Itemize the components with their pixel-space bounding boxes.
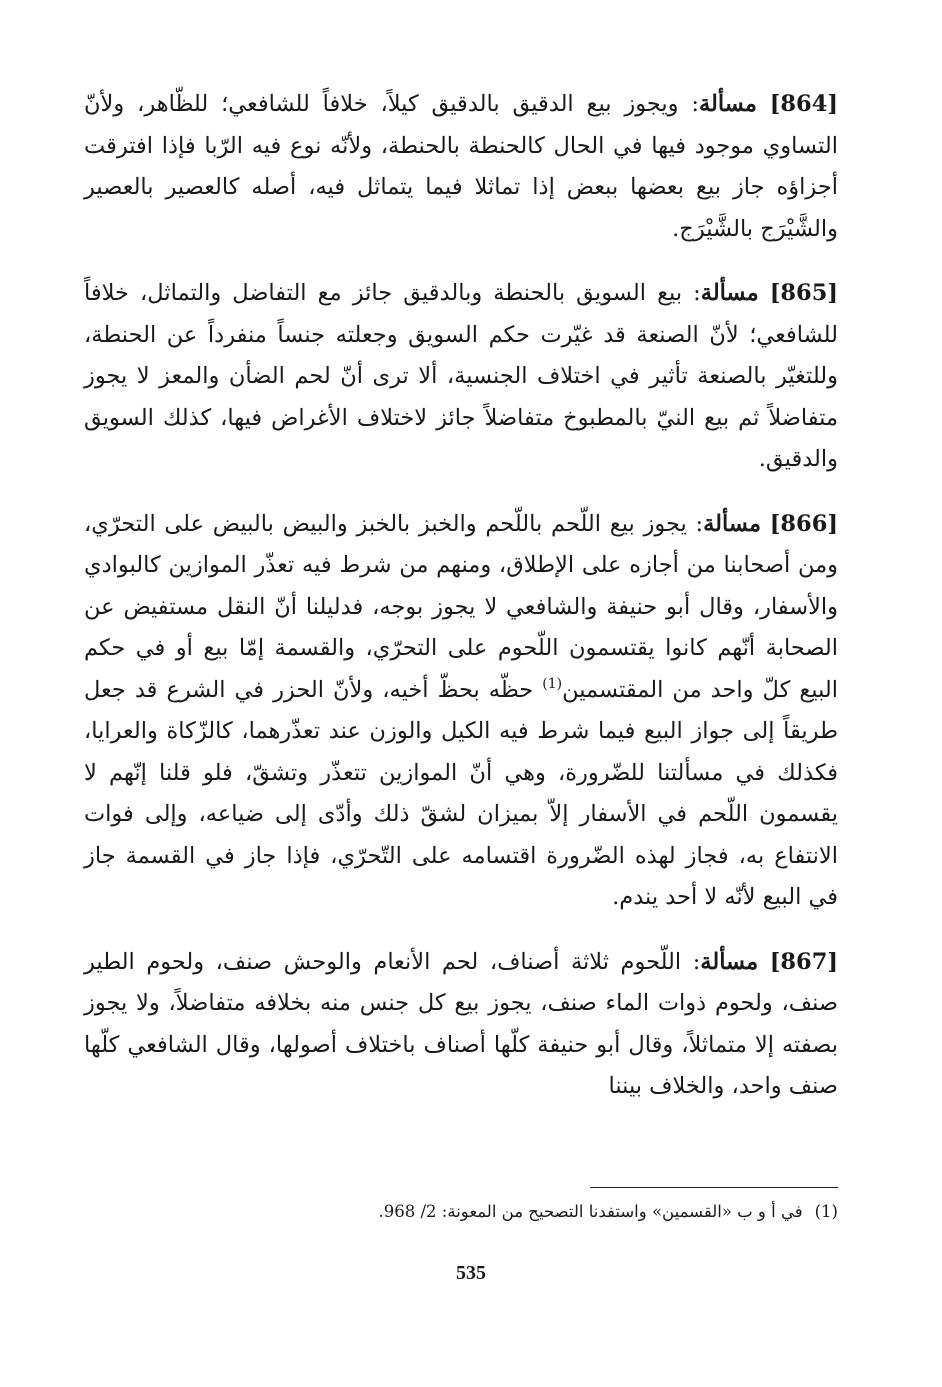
footnote-marker: (1) bbox=[814, 1202, 838, 1221]
main-text bbox=[84, 84, 838, 1108]
issue-number: [866] bbox=[769, 510, 838, 537]
issue-text-continued: حظّه بحظّ أخيه، ولأنّ الحزر في الشرع قد جعل طريقاً إلى جواز البيع فيما شرط فيه الكيل والوزن عند تعذّرهما، كالزّكاة والعرايا، فكذلك في مسألتنا للضّرورة، وهي أنّ الموازين تتعذّر وتشقّ، فلو قلنا إنّهم لا يقسمون اللّحم في الأسفار إلاّ بميزان لشقّ ذلك وأدّى إلى ضياعه، وإلى فوات الانتفاع به، فجاز لهذه الضّرورة اقتسامه على التّحرّي، فإذا جاز في القسمة جاز في البيع لأنّه لا أحد يندم. bbox=[84, 676, 838, 910]
footnote-divider bbox=[590, 1187, 838, 1188]
issue-label: مسألة bbox=[700, 280, 759, 306]
footnote-text: في أ و ب «القسمين» واستفدنا التصحيح من المعونة: 2/ 968. bbox=[378, 1202, 803, 1221]
footnote bbox=[138, 1200, 838, 1224]
issue-text: : بيع السويق بالحنطة وبالدقيق جائز مع التفاضل والتماثل، خلافاً للشافعي؛ لأنّ الصنعة قد غيّرت حكم السويق وجعلته جنساً منفرداً عن الحنطة، وللتغيّر بالصنعة تأثير في اختلاف الجنسية، ألا ترى أنّ لحم الضأن والمعز لا يجوز متفاضلاً ثم بيع النيّ بالمطبوخ متفاضلاً جائز لاختلاف الأغراض فيها، كذلك السويق والدقيق. bbox=[84, 280, 838, 472]
page-number: 535 bbox=[456, 1262, 486, 1284]
issue-text: : ويجوز بيع الدقيق بالدقيق كيلاً، خلافاً للشافعي؛ للظّاهر، ولأنّ التساوي موجود فيها في الحال كالحنطة بالحنطة، ولأنّه نوع فيه الرّبا فإذا افترقت أجزاؤه جاز بيع بعضها ببعض إذا تماثلا فيما يتماثل فيه، أصله كالعصير بالعصير والشَّيْرَج بالشَّيْرَج. bbox=[84, 91, 838, 242]
footnote-reference[interactable]: (1) bbox=[542, 675, 563, 692]
issue-label: مسألة bbox=[703, 510, 761, 537]
issue-label: مسألة bbox=[700, 948, 759, 975]
issue-867 bbox=[84, 942, 838, 1108]
issue-number: [867] bbox=[769, 948, 838, 975]
issue-866 bbox=[84, 504, 838, 919]
issue-text: : اللّحوم ثلاثة أصناف، لحم الأنعام والوحش صنف، ولحوم الطير صنف، ولحوم ذوات الماء صنف، يجوز بيع كل جنس منه بخلافه متفاضلاً، ولا يجوز بصفته إلا متماثلاً، وقال أبو حنيفة كلّها أصناف باختلاف أصولها، وقال الشافعي كلّها صنف واحد، والخلاف بيننا bbox=[84, 948, 838, 1099]
issue-text: : يجوز بيع اللّحم باللّحم والخبز بالخبز والبيض بالبيض على التحرّي، ومن أصحابنا من أجازه على الإطلاق، ومنهم من شرط فيه تعذّر الموازين كالبوادي والأسفار، وقال أبو حنيفة والشافعي لا يجوز بوجه، فدليلنا أنّ النقل مستفيض عن الصحابة أنّهم كانوا يقتسمون اللّحوم على التحرّي، والقسمة إمّا بيع أو في حكم البيع كلّ واحد من المقتسمين bbox=[84, 510, 838, 703]
issue-label: مسألة bbox=[698, 91, 757, 117]
issue-number: [865] bbox=[769, 280, 838, 306]
issue-number: [864] bbox=[769, 91, 839, 117]
issue-865 bbox=[84, 273, 838, 481]
issue-864 bbox=[84, 84, 838, 250]
